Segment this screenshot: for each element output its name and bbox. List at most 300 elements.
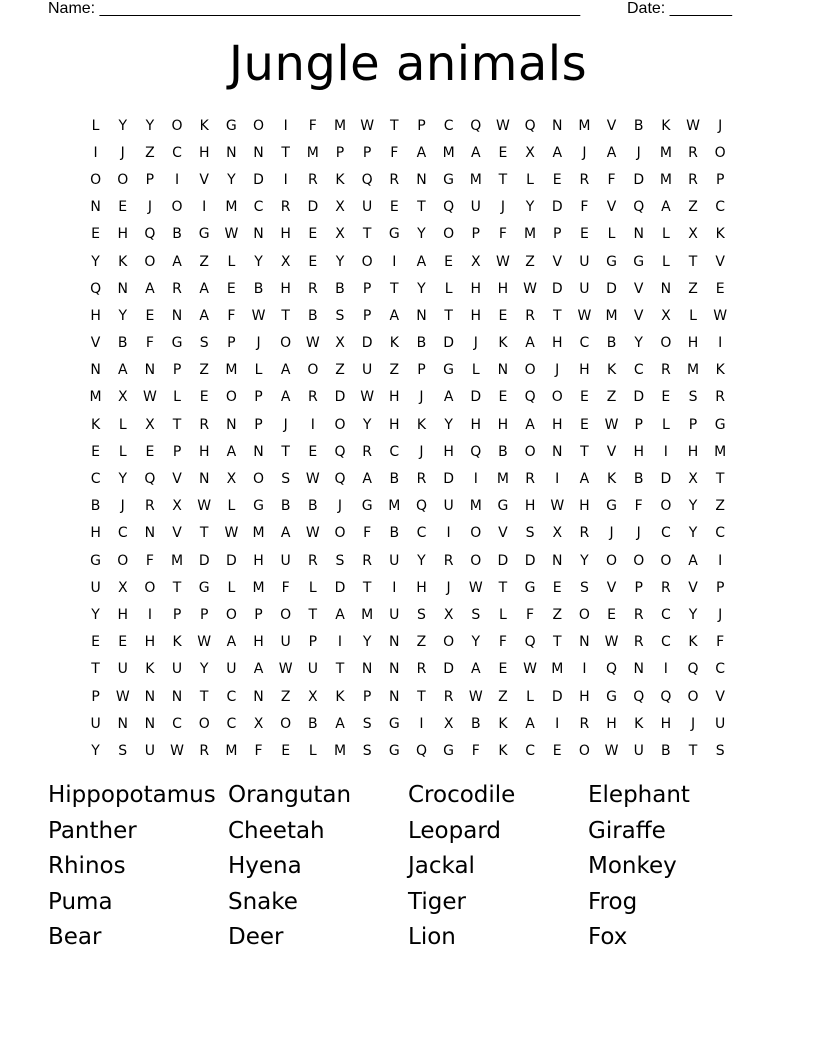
grid-letter: J xyxy=(690,715,696,732)
grid-letter: Y xyxy=(417,226,426,243)
grid-letter: E xyxy=(118,199,128,216)
grid-letter: Y xyxy=(525,199,535,216)
worksheet-header xyxy=(48,0,768,21)
grid-letter: M xyxy=(333,742,347,759)
grid-letter: T xyxy=(199,525,209,542)
grid-letter: I xyxy=(147,606,152,623)
grid-row xyxy=(82,221,734,248)
grid-letter: D xyxy=(443,471,454,488)
grid-letter: W xyxy=(305,335,320,352)
grid-letter: Y xyxy=(118,307,128,324)
grid-letter: D xyxy=(606,280,617,297)
grid-letter: T xyxy=(552,634,562,651)
grid-letter: O xyxy=(606,552,618,569)
grid-letter: K xyxy=(661,117,671,134)
grid-letter: A xyxy=(335,715,345,732)
grid-letter: G xyxy=(198,579,210,596)
grid-letter: O xyxy=(551,389,563,406)
grid-letter: U xyxy=(117,661,128,678)
grid-letter: D xyxy=(660,471,672,488)
grid-letter: E xyxy=(145,307,155,324)
grid-letter: T xyxy=(552,307,562,324)
grid-letter: X xyxy=(335,199,345,216)
grid-letter: B xyxy=(389,471,400,488)
grid-letter: E xyxy=(91,226,100,243)
grid-letter: E xyxy=(715,280,725,297)
grid-letter: N xyxy=(361,661,373,678)
grid-letter: E xyxy=(281,742,291,759)
grid-letter: Z xyxy=(688,280,698,297)
grid-letter: B xyxy=(280,498,291,515)
grid-letter: O xyxy=(687,688,699,705)
grid-letter: L xyxy=(91,117,100,134)
grid-letter: C xyxy=(633,362,644,379)
grid-letter: D xyxy=(633,171,645,188)
grid-letter: N xyxy=(579,634,590,651)
grid-letter: H xyxy=(551,416,563,433)
grid-letter: Z xyxy=(552,606,563,623)
grid-letter: H xyxy=(117,226,128,243)
grid-letter: E xyxy=(607,606,616,623)
grid-letter: C xyxy=(172,144,182,161)
grid-letter: A xyxy=(226,443,237,460)
grid-row xyxy=(82,438,734,465)
grid-letter: O xyxy=(714,144,726,161)
word-bank-item: Deer xyxy=(228,924,284,950)
grid-letter: E xyxy=(498,144,508,161)
grid-letter: F xyxy=(471,742,480,759)
grid-letter: A xyxy=(117,362,128,379)
word-bank-item: Bear xyxy=(48,924,102,950)
grid-letter: K xyxy=(634,715,644,732)
grid-letter: H xyxy=(606,715,617,732)
grid-letter: K xyxy=(606,362,617,379)
grid-letter: O xyxy=(334,416,346,433)
grid-letter: E xyxy=(661,389,671,406)
grid-row xyxy=(82,520,734,547)
grid-letter: K xyxy=(416,416,427,433)
grid-letter: N xyxy=(551,552,563,569)
grid-letter: M xyxy=(551,661,564,678)
grid-letter: I xyxy=(718,552,723,569)
grid-letter: Q xyxy=(415,742,427,759)
grid-letter: D xyxy=(524,552,536,569)
grid-letter: N xyxy=(144,715,156,732)
grid-letter: B xyxy=(416,335,427,352)
grid-letter: Z xyxy=(606,389,617,406)
grid-letter: R xyxy=(579,171,590,188)
grid-letter: Q xyxy=(524,389,536,406)
grid-letter: K xyxy=(498,335,508,352)
grid-letter: T xyxy=(715,471,725,488)
grid-letter: U xyxy=(443,498,454,515)
grid-letter: M xyxy=(388,498,401,515)
grid-letter: V xyxy=(633,307,644,324)
grid-letter: D xyxy=(633,389,645,406)
grid-letter: N xyxy=(253,226,264,243)
grid-letter: A xyxy=(416,253,427,270)
grid-letter: R xyxy=(443,552,454,569)
grid-letter: V xyxy=(552,253,563,270)
grid-letter: X xyxy=(117,389,128,406)
grid-letter: Q xyxy=(660,688,672,705)
grid-letter: E xyxy=(389,199,399,216)
grid-letter: V xyxy=(606,443,617,460)
word-bank xyxy=(48,778,768,956)
grid-letter: O xyxy=(171,199,183,216)
grid-letter: X xyxy=(226,471,237,488)
grid-letter: R xyxy=(307,552,318,569)
word-bank-item: Elephant xyxy=(588,782,690,808)
grid-letter: H xyxy=(280,280,291,297)
grid-letter: P xyxy=(417,362,426,379)
grid-letter: G xyxy=(90,552,101,569)
grid-letter: H xyxy=(687,443,699,460)
grid-letter: U xyxy=(90,579,101,596)
grid-letter: Q xyxy=(144,471,156,488)
grid-letter: A xyxy=(470,661,481,678)
grid-letter: P xyxy=(362,144,372,161)
grid-letter: E xyxy=(552,171,562,188)
grid-letter: P xyxy=(308,634,318,651)
grid-letter: G xyxy=(388,226,400,243)
grid-letter: J xyxy=(636,144,641,161)
grid-letter: C xyxy=(416,525,427,542)
grid-letter: N xyxy=(144,362,156,379)
grid-letter: X xyxy=(117,579,128,596)
grid-letter: S xyxy=(525,525,535,542)
grid-letter: R xyxy=(172,280,182,297)
grid-letter: T xyxy=(580,443,589,460)
grid-letter: R xyxy=(199,416,210,433)
grid-letter: X xyxy=(661,307,671,324)
grid-letter: E xyxy=(552,742,562,759)
grid-row xyxy=(82,330,734,357)
grid-row xyxy=(82,656,734,683)
grid-letter: F xyxy=(607,171,616,188)
grid-letter: G xyxy=(388,742,400,759)
grid-letter: C xyxy=(660,634,671,651)
grid-letter: L xyxy=(689,307,697,324)
grid-letter: S xyxy=(362,742,372,759)
grid-letter: A xyxy=(606,144,617,161)
grid-letter: P xyxy=(634,579,643,596)
grid-letter: M xyxy=(496,471,509,488)
grid-letter: O xyxy=(144,253,156,270)
grid-letter: O xyxy=(470,552,482,569)
grid-letter: N xyxy=(226,416,237,433)
grid-letter: W xyxy=(604,634,619,651)
grid-letter: A xyxy=(579,471,590,488)
grid-letter: I xyxy=(718,335,723,352)
grid-letter: N xyxy=(90,362,101,379)
grid-letter: Z xyxy=(389,362,400,379)
grid-row xyxy=(82,629,734,656)
grid-row xyxy=(82,248,734,275)
grid-letter: D xyxy=(361,335,373,352)
grid-row xyxy=(82,737,734,764)
grid-letter: O xyxy=(307,362,319,379)
grid-letter: Y xyxy=(335,253,345,270)
grid-letter: Y xyxy=(580,552,589,569)
grid-letter: A xyxy=(280,362,291,379)
grid-letter: O xyxy=(198,715,210,732)
grid-letter: H xyxy=(416,579,427,596)
grid-letter: Q xyxy=(443,199,455,216)
grid-letter: C xyxy=(90,471,101,488)
grid-letter: N xyxy=(660,280,672,297)
grid-letter: I xyxy=(392,253,397,270)
grid-letter: C xyxy=(117,525,128,542)
grid-letter: H xyxy=(144,634,156,651)
grid-letter: W xyxy=(278,661,293,678)
grid-letter: G xyxy=(497,498,509,515)
grid-letter: F xyxy=(498,226,507,243)
grid-letter: T xyxy=(308,606,318,623)
grid-letter: Y xyxy=(362,634,372,651)
grid-letter: W xyxy=(251,307,266,324)
grid-letter: U xyxy=(307,661,318,678)
grid-row xyxy=(82,139,734,166)
grid-letter: P xyxy=(634,416,643,433)
grid-letter: X xyxy=(525,144,535,161)
grid-letter: A xyxy=(552,144,563,161)
grid-letter: V xyxy=(606,199,617,216)
grid-letter: R xyxy=(715,389,726,406)
grid-letter: H xyxy=(497,416,509,433)
grid-letter: T xyxy=(335,661,345,678)
grid-letter: R xyxy=(525,307,535,324)
grid-letter: Q xyxy=(144,226,156,243)
grid-letter: W xyxy=(115,688,130,705)
grid-letter: J xyxy=(555,362,560,379)
grid-letter: W xyxy=(686,117,700,134)
grid-letter: B xyxy=(470,715,481,732)
grid-letter: R xyxy=(307,389,318,406)
grid-letter: E xyxy=(308,443,318,460)
grid-letter: H xyxy=(687,335,699,352)
grid-letter: X xyxy=(253,715,264,732)
grid-letter: C xyxy=(579,335,590,352)
grid-letter: X xyxy=(552,525,563,542)
word-bank-item: Puma xyxy=(48,888,113,915)
grid-letter: T xyxy=(281,307,290,324)
grid-letter: K xyxy=(389,335,399,352)
grid-letter: M xyxy=(578,117,591,134)
page-title: Jungle animals xyxy=(228,36,588,92)
grid-letter: W xyxy=(468,688,483,705)
grid-letter: P xyxy=(172,443,182,460)
grid-letter: X xyxy=(172,498,182,515)
grid-letter: I xyxy=(283,171,288,188)
grid-letter: R xyxy=(579,525,590,542)
grid-letter: A xyxy=(362,471,372,488)
grid-letter: O xyxy=(361,253,373,270)
grid-letter: J xyxy=(500,199,505,216)
grid-letter: S xyxy=(335,307,345,324)
grid-letter: E xyxy=(444,253,454,270)
grid-letter: G xyxy=(633,253,645,270)
grid-letter: M xyxy=(714,443,727,460)
grid-letter: F xyxy=(498,634,507,651)
grid-letter: B xyxy=(308,715,318,732)
grid-letter: O xyxy=(225,389,237,406)
grid-letter: J xyxy=(582,144,587,161)
grid-letter: J xyxy=(419,389,424,406)
grid-letter: W xyxy=(468,579,483,596)
grid-letter: A xyxy=(226,634,237,651)
grid-letter: L xyxy=(607,226,616,243)
grid-letter: U xyxy=(362,199,373,216)
grid-letter: F xyxy=(308,117,317,134)
grid-letter: P xyxy=(227,335,236,352)
grid-letter: I xyxy=(473,471,478,488)
grid-letter: M xyxy=(469,171,482,188)
grid-letter: P xyxy=(254,606,263,623)
grid-letter: M xyxy=(89,389,102,406)
grid-letter: Q xyxy=(90,280,102,297)
grid-letter: D xyxy=(253,171,264,188)
grid-letter: T xyxy=(498,579,508,596)
grid-letter: T xyxy=(688,253,698,270)
grid-letter: O xyxy=(578,742,590,759)
grid-letter: U xyxy=(362,362,373,379)
grid-letter: E xyxy=(498,389,508,406)
grid-letter: M xyxy=(605,307,618,324)
grid-letter: S xyxy=(579,579,589,596)
grid-letter: J xyxy=(473,335,478,352)
grid-letter: A xyxy=(199,280,209,297)
grid-letter: V xyxy=(172,525,182,542)
grid-row xyxy=(82,493,734,520)
grid-letter: N xyxy=(226,144,237,161)
grid-letter: I xyxy=(202,199,207,216)
grid-letter: T xyxy=(199,688,209,705)
grid-letter: E xyxy=(91,634,100,651)
grid-letter: Y xyxy=(688,498,698,515)
grid-letter: C xyxy=(226,688,237,705)
grid-letter: T xyxy=(362,579,372,596)
grid-letter: W xyxy=(197,498,212,515)
grid-letter: N xyxy=(171,307,183,324)
grid-letter: T xyxy=(688,742,698,759)
grid-letter: E xyxy=(579,226,589,243)
grid-letter: N xyxy=(551,117,563,134)
grid-letter: E xyxy=(498,307,508,324)
grid-letter: P xyxy=(362,280,372,297)
grid-letter: P xyxy=(362,688,372,705)
grid-letter: P xyxy=(254,389,263,406)
grid-letter: D xyxy=(198,552,210,569)
grid-letter: J xyxy=(147,199,152,216)
grid-letter: W xyxy=(523,280,537,297)
grid-letter: P xyxy=(172,606,182,623)
grid-letter: S xyxy=(715,742,725,759)
grid-letter: F xyxy=(145,552,154,569)
grid-letter: K xyxy=(715,362,725,379)
grid-letter: C xyxy=(660,606,671,623)
word-bank-item: Jackal xyxy=(408,853,475,879)
grid-letter: I xyxy=(392,579,397,596)
grid-letter: T xyxy=(281,443,290,460)
grid-letter: R xyxy=(280,199,291,216)
grid-letter: M xyxy=(686,362,700,379)
grid-letter: L xyxy=(308,742,317,759)
grid-letter: T xyxy=(498,171,508,188)
word-bank-item: Orangutan xyxy=(228,782,352,808)
grid-letter: S xyxy=(688,389,698,406)
grid-letter: J xyxy=(419,443,424,460)
grid-letter: B xyxy=(308,498,318,515)
grid-letter: C xyxy=(172,715,182,732)
grid-letter: T xyxy=(172,416,182,433)
grid-letter: W xyxy=(170,742,184,759)
grid-letter: B xyxy=(308,307,318,324)
word-bank-item: Panther xyxy=(48,817,137,844)
grid-letter: H xyxy=(470,280,482,297)
grid-letter: C xyxy=(389,443,400,460)
grid-letter: B xyxy=(633,117,644,134)
grid-letter: K xyxy=(335,688,345,705)
grid-letter: R xyxy=(362,552,372,569)
grid-letter: G xyxy=(443,171,455,188)
grid-letter: H xyxy=(198,144,210,161)
grid-letter: O xyxy=(280,606,292,623)
grid-letter: T xyxy=(172,579,182,596)
grid-letter: L xyxy=(173,389,181,406)
grid-letter: H xyxy=(470,307,482,324)
grid-letter: G xyxy=(253,498,264,515)
grid-letter: Y xyxy=(91,253,100,270)
grid-letter: Y xyxy=(444,416,453,433)
grid-letter: U xyxy=(226,661,237,678)
grid-letter: T xyxy=(417,688,426,705)
grid-letter: C xyxy=(253,199,264,216)
grid-letter: L xyxy=(444,280,453,297)
grid-letter: N xyxy=(253,443,264,460)
grid-letter: T xyxy=(390,280,399,297)
grid-letter: G xyxy=(388,715,400,732)
grid-letter: R xyxy=(416,471,427,488)
grid-letter: W xyxy=(496,117,510,134)
grid-letter: Y xyxy=(118,117,128,134)
grid-letter: K xyxy=(715,226,725,243)
grid-letter: H xyxy=(524,498,536,515)
grid-letter: U xyxy=(389,552,400,569)
grid-letter: O xyxy=(660,552,672,569)
grid-letter: U xyxy=(633,742,644,759)
grid-letter: K xyxy=(606,471,617,488)
grid-letter: K xyxy=(145,661,155,678)
grid-letter: V xyxy=(715,688,725,705)
grid-letter: J xyxy=(446,579,451,596)
grid-letter: K xyxy=(90,416,101,433)
grid-letter: M xyxy=(225,362,238,379)
grid-letter: I xyxy=(419,715,424,732)
grid-letter: V xyxy=(688,579,698,596)
grid-letter: Z xyxy=(416,634,427,651)
grid-letter: J xyxy=(636,525,641,542)
grid-letter: L xyxy=(661,253,670,270)
grid-letter: H xyxy=(660,715,672,732)
grid-letter: N xyxy=(198,471,210,488)
grid-letter: G xyxy=(524,579,536,596)
date-field: Date: _______ xyxy=(627,0,732,17)
grid-letter: E xyxy=(226,280,236,297)
grid-letter: R xyxy=(633,634,644,651)
grid-letter: R xyxy=(579,715,590,732)
grid-letter: H xyxy=(389,389,400,406)
